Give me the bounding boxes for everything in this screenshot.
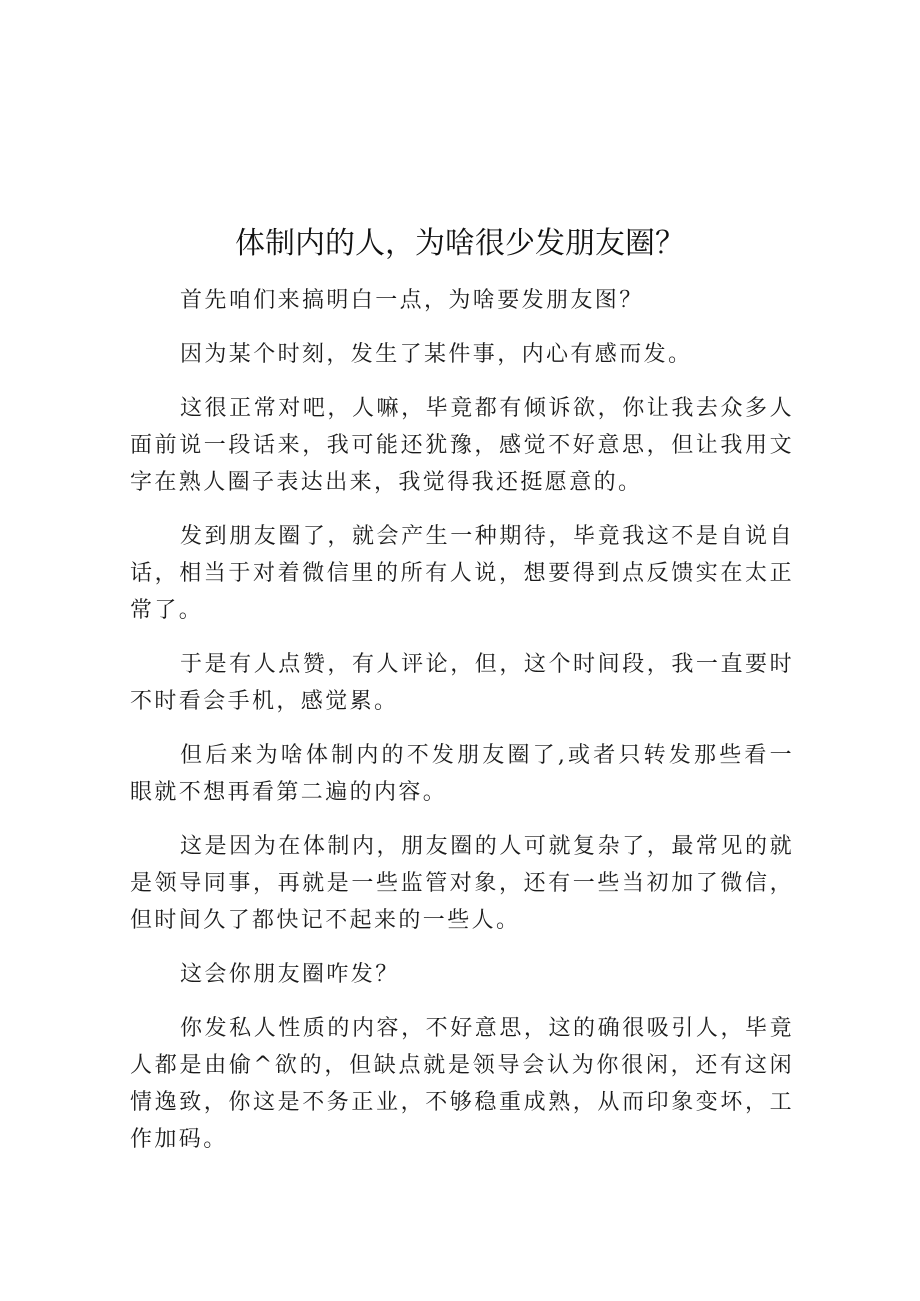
document-body <box>130 282 794 1175</box>
paragraph: 于是有人点赞，有人评论，但，这个时间段，我一直要时不时看会手机，感觉累。 <box>130 652 794 714</box>
paragraph: 首先咱们来搞明白一点，为啥要发朋友图？ <box>180 288 644 313</box>
paragraph: 因为某个时刻，发生了某件事，内心有感而发。 <box>180 342 693 367</box>
paragraph: 你发私人性质的内容，不好意思，这的确很吸引人，毕竟人都是由偷^欲的，但缺点就是领导会认为你很闲，还有这闲情逸致，你这是不务正业，不够稳重成熟，从而印象变坏，工作加码。 <box>130 1016 794 1152</box>
paragraph: 这是因为在体制内，朋友圈的人可就复杂了，最常见的就是领导同事，再就是一些监管对象，还有一些当初加了微信，但时间久了都快记不起来的一些人。 <box>130 834 794 933</box>
paragraph: 这会你朋友圈咋发？ <box>180 962 400 987</box>
paragraph: 但后来为啥体制内的不发朋友圈了,或者只转发那些看一眼就不想再看第二遍的内容。 <box>130 743 794 805</box>
paragraph: 发到朋友圈了，就会产生一种期待，毕竟我这不是自说自话，相当于对着微信里的所有人说，想要得到点反馈实在太正常了。 <box>130 524 794 623</box>
paragraph: 这很正常对吧，人嘛，毕竟都有倾诉欲，你让我去众多人面前说一段话来，我可能还犹豫，感觉不好意思，但让我用文字在熟人圈子表达出来，我觉得我还挺愿意的。 <box>130 396 794 495</box>
document-title: 体制内的人，为啥很少发朋友圈？ <box>235 226 685 261</box>
